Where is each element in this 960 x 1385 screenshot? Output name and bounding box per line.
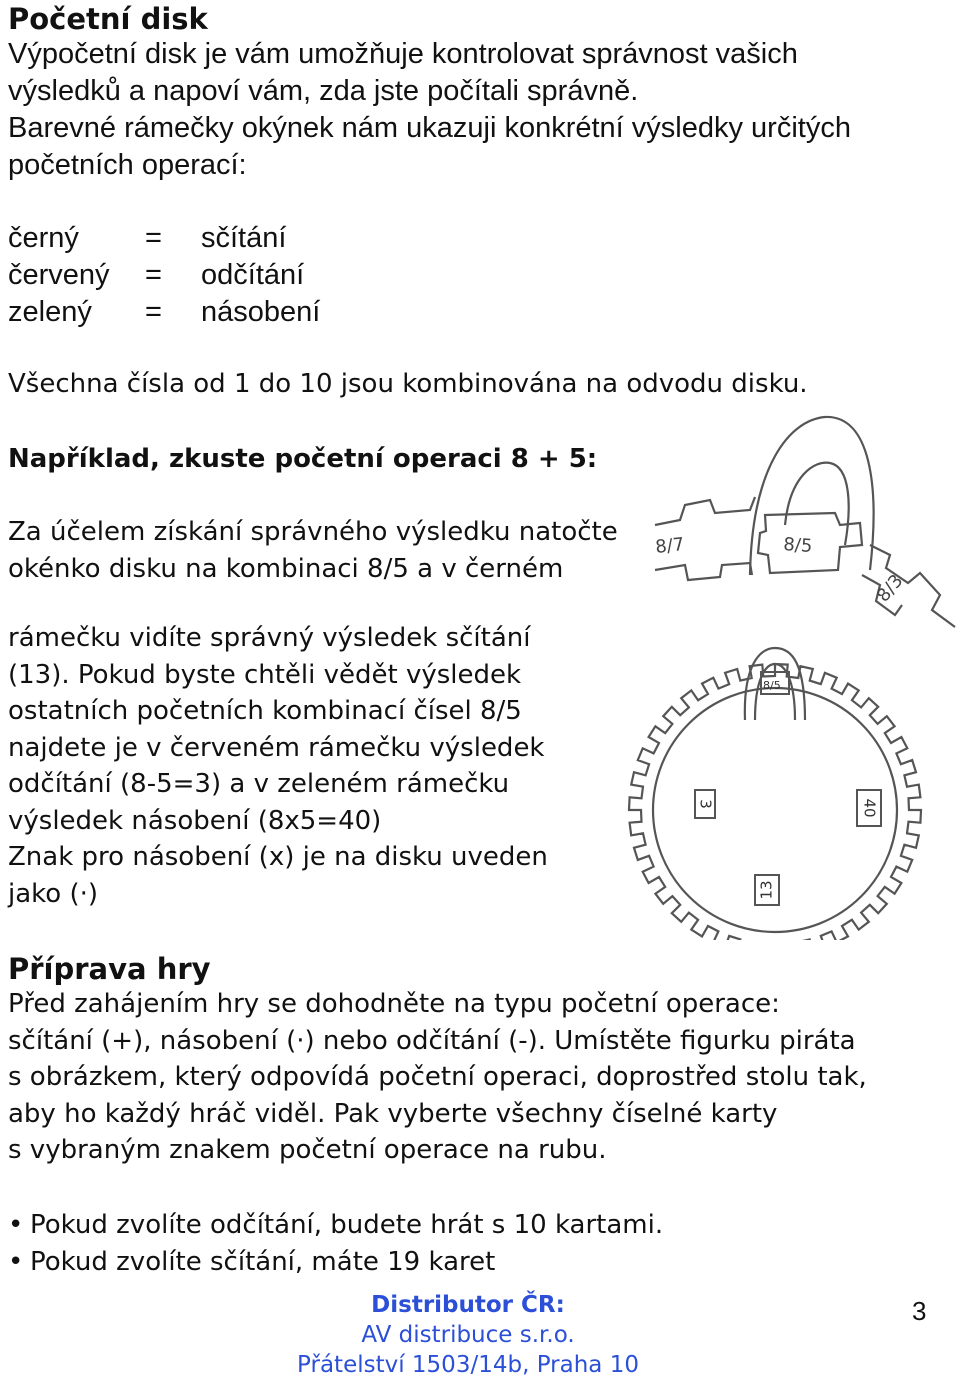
operation-name: odčítání bbox=[201, 259, 305, 291]
example-line: najdete je v červeném rámečku výsledek bbox=[8, 732, 545, 763]
window-label-left: 8/7 bbox=[654, 534, 686, 558]
intro-paragraph bbox=[8, 36, 851, 184]
example-line: okénko disku na kombinaci 8/5 a v černém bbox=[8, 553, 564, 584]
page-number: 3 bbox=[912, 1296, 927, 1326]
footer-distributor-heading: Distributor ČR: bbox=[371, 1292, 565, 1318]
result-window-multiplication: 40 bbox=[860, 798, 879, 818]
bullet-item bbox=[8, 1244, 908, 1281]
footer-company: AV distribuce s.r.o. bbox=[361, 1322, 575, 1348]
calc-disk-figure bbox=[615, 640, 955, 940]
intro-line: Výpočetní disk je vám umožňuje kontrolovat správnost vašich bbox=[8, 38, 798, 70]
example-line: (13). Pokud byste chtěli vědět výsledek bbox=[8, 659, 522, 690]
bullet-item bbox=[8, 1207, 908, 1244]
example-line: ostatních početních kombinací čísel 8/5 bbox=[8, 696, 522, 726]
intro-line: početních operací: bbox=[8, 149, 247, 181]
example-text-a bbox=[8, 514, 618, 587]
operation-equals: = bbox=[145, 222, 162, 254]
section-title-game-prep: Příprava hry bbox=[8, 952, 211, 986]
example-line: jako (·) bbox=[8, 878, 99, 909]
game-prep-bullets bbox=[8, 1207, 908, 1281]
window-label-right: 8/3 bbox=[872, 570, 908, 607]
game-prep-line: s obrázkem, který odpovídá početní operaci, doprostřed stolu tak, bbox=[8, 1062, 867, 1092]
result-window-addition: 13 bbox=[757, 880, 776, 900]
bullet-text: Pokud zvolíte odčítání, budete hrát s 10 kartami. bbox=[30, 1210, 664, 1240]
example-line: výsledek násobení (8x5=40) bbox=[8, 805, 382, 836]
example-text-b bbox=[8, 620, 548, 912]
arch-inner bbox=[785, 463, 849, 545]
result-window-subtraction: 3 bbox=[696, 799, 715, 809]
footer-address: Přátelství 1503/14b, Praha 10 bbox=[297, 1352, 639, 1378]
example-line: odčítání (8-5=3) a v zeleném rámečku bbox=[8, 769, 510, 799]
operation-equals: = bbox=[145, 259, 162, 291]
numbers-note: Všechna čísla od 1 do 10 jsou kombinována na odvodu disku. bbox=[8, 369, 808, 399]
example-line: Znak pro násobení (x) je na disku uveden bbox=[8, 842, 548, 872]
intro-line: Barevné rámečky okýnek nám ukazuji konkrétní výsledky určitých bbox=[8, 112, 851, 144]
section-title-calc-disk: Početní disk bbox=[8, 2, 208, 36]
window-label-center: 8/5 bbox=[782, 534, 814, 558]
disk-window-closeup-figure bbox=[640, 405, 960, 635]
bullet-dot: • bbox=[8, 1247, 24, 1277]
example-heading: Například, zkuste početní operaci 8 + 5: bbox=[8, 444, 598, 474]
operation-color: zelený bbox=[8, 296, 92, 328]
operation-name: sčítání bbox=[201, 222, 287, 254]
bullet-dot: • bbox=[8, 1210, 24, 1240]
game-prep-line: Před zahájením hry se dohodněte na typu početní operace: bbox=[8, 989, 780, 1019]
game-prep-line: sčítání (+), násobení (·) nebo odčítání (-). Umístěte figurku piráta bbox=[8, 1025, 856, 1056]
handle-window-label: 8/5 bbox=[763, 679, 781, 692]
game-prep-paragraph bbox=[8, 986, 867, 1169]
example-line: rámečku vidíte správný výsledek sčítání bbox=[8, 623, 531, 653]
game-prep-line: aby ho každý hráč viděl. Pak vyberte všechny číselné karty bbox=[8, 1098, 778, 1129]
example-line: Za účelem získání správného výsledku natočte bbox=[8, 517, 618, 547]
operation-color: červený bbox=[8, 259, 110, 291]
operation-color: černý bbox=[8, 222, 79, 254]
operation-equals: = bbox=[145, 296, 162, 328]
bullet-text: Pokud zvolíte sčítání, máte 19 karet bbox=[30, 1247, 496, 1277]
intro-line: výsledků a napoví vám, zda jste počítali správně. bbox=[8, 75, 639, 107]
operation-name: násobení bbox=[201, 296, 321, 328]
game-prep-line: s vybraným znakem početní operace na rubu. bbox=[8, 1135, 607, 1165]
